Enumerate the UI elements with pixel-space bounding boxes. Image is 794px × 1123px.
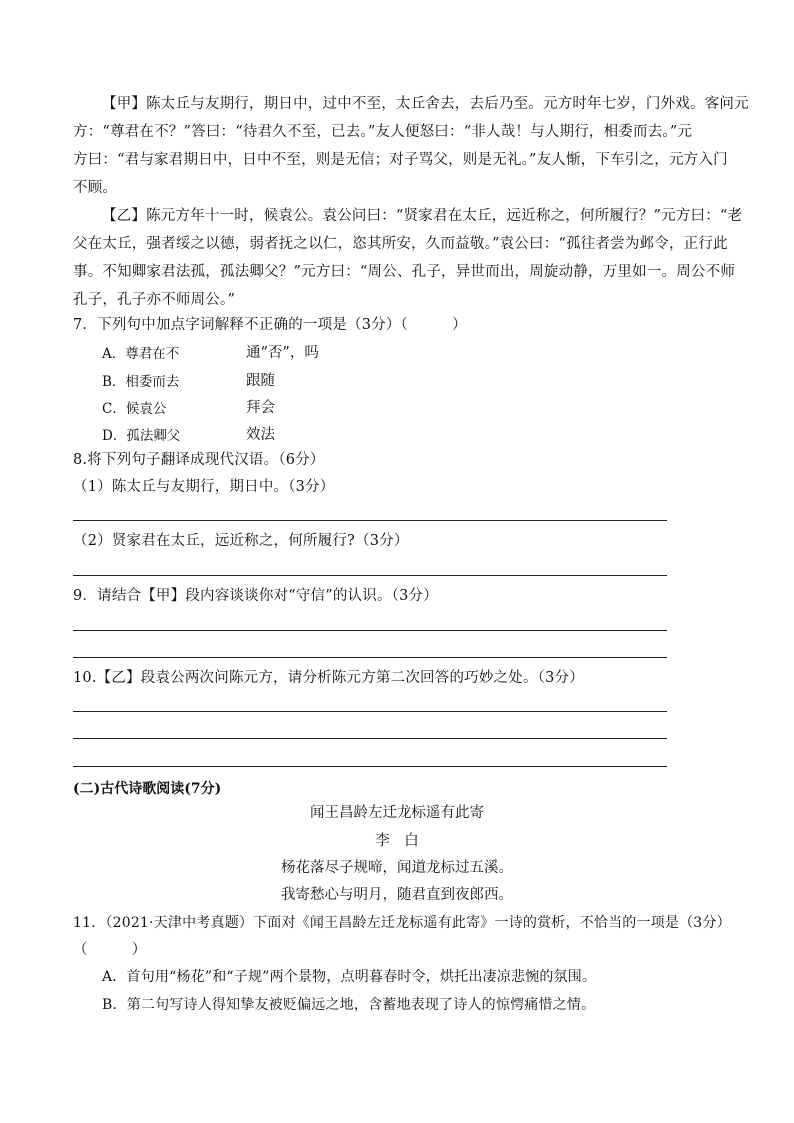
answer-line[interactable] xyxy=(73,766,667,767)
answer-line[interactable] xyxy=(73,630,667,631)
answer-line[interactable] xyxy=(73,520,667,521)
poem-title: 闻王昌龄左迁龙标遥有此寄 xyxy=(310,805,484,821)
q7-option-c-expl: 拜会 xyxy=(246,400,275,416)
answer-line[interactable] xyxy=(73,738,667,739)
poem-line-1: 杨花落尽子规啼，闻道龙标过五溪。 xyxy=(281,860,513,876)
answer-line[interactable] xyxy=(73,657,667,658)
answer-line[interactable] xyxy=(73,575,667,576)
passage-yi-line-3: 事。不知卿家君法孤，孤法卿父？”元方曰：“周公、孔子，异世而出，周旋动静，万里如一。周公不师 xyxy=(73,264,736,280)
passage-yi-line-4: 孔子，孔子亦不师周公。” xyxy=(73,292,236,308)
answer-line[interactable] xyxy=(73,711,667,712)
q7-option-c-label: C．候袁公 xyxy=(102,401,167,417)
question-8-sub-2: （2）贤家君在太丘，远近称之，何所履行?（3分） xyxy=(73,533,409,549)
passage-yi-line-2: 父在太丘，强者绥之以德，弱者抚之以仁，恣其所安，久而益敬。”袁公曰：“孤往者尝为邺令，正行此 xyxy=(73,236,728,252)
q11-option-a: A．首句用“杨花”和“子规”两个景物，点明暮春时令，烘托出凄凉悲惋的氛围。 xyxy=(102,969,597,985)
q7-option-a-label: A．尊君在不 xyxy=(102,346,180,362)
q11-option-b: B．第二句写诗人得知挚友被贬偏远之地，含蓄地表现了诗人的惊愕痛惜之情。 xyxy=(102,997,596,1013)
section-title: (二)古代诗歌阅读(7分) xyxy=(73,781,222,797)
passage-jia-line-2: 方：“尊君在不？”答曰：“待君久不至，已去。”友人便怒曰：“非人哉！与人期行，相委而去。”元 xyxy=(73,124,693,140)
passage-yi-line-1: 【乙】陈元方年十一时，候袁公。袁公问曰：“贤家君在太丘，远近称之，何所履行？”元方曰：“老 xyxy=(102,208,743,224)
question-11-stem: 11．（2021·天津中考真题）下面对《闻王昌龄左迁龙标遥有此寄》一诗的赏析，不恰当的一项是（3分） xyxy=(73,915,731,931)
q7-option-b-label: B．相委而去 xyxy=(102,374,180,390)
poem-author: 李 白 xyxy=(375,833,419,849)
poem-line-2: 我寄愁心与明月，随君直到夜郎西。 xyxy=(281,887,513,903)
question-7-stem: 7．下列句中加点字词解释不正确的一项是（3分）（ ） xyxy=(73,317,467,333)
question-8-sub-1: （1）陈太丘与友期行，期日中。（3分） xyxy=(73,479,335,495)
question-8-stem: 8.将下列句子翻译成现代汉语。（6分） xyxy=(73,452,325,468)
q7-option-b-expl: 跟随 xyxy=(246,373,275,389)
q7-option-d-label: D．孤法卿父 xyxy=(102,428,181,444)
q7-option-d-expl: 效法 xyxy=(246,427,275,443)
question-9-stem: 9．请结合【甲】段内容谈谈你对“守信”的认识。（3分） xyxy=(73,588,438,604)
passage-jia-line-4: 不顾。 xyxy=(73,180,118,196)
question-10-stem: 10.【乙】段袁公两次问陈元方，请分析陈元方第二次回答的巧妙之处。（3分） xyxy=(73,670,584,686)
q7-option-a-expl: 通“否”，吗 xyxy=(246,345,319,361)
passage-jia-line-3: 方曰：“君与家君期日中，日中不至，则是无信；对子骂父，则是无礼。”友人惭，下车引之，元方入门 xyxy=(73,152,728,168)
question-11-answer-paren: （ ） xyxy=(73,942,147,958)
passage-jia-line-1: 【甲】陈太丘与友期行，期日中，过中不至，太丘舍去，去后乃至。元方时年七岁，门外戏。客问元 xyxy=(102,96,749,112)
